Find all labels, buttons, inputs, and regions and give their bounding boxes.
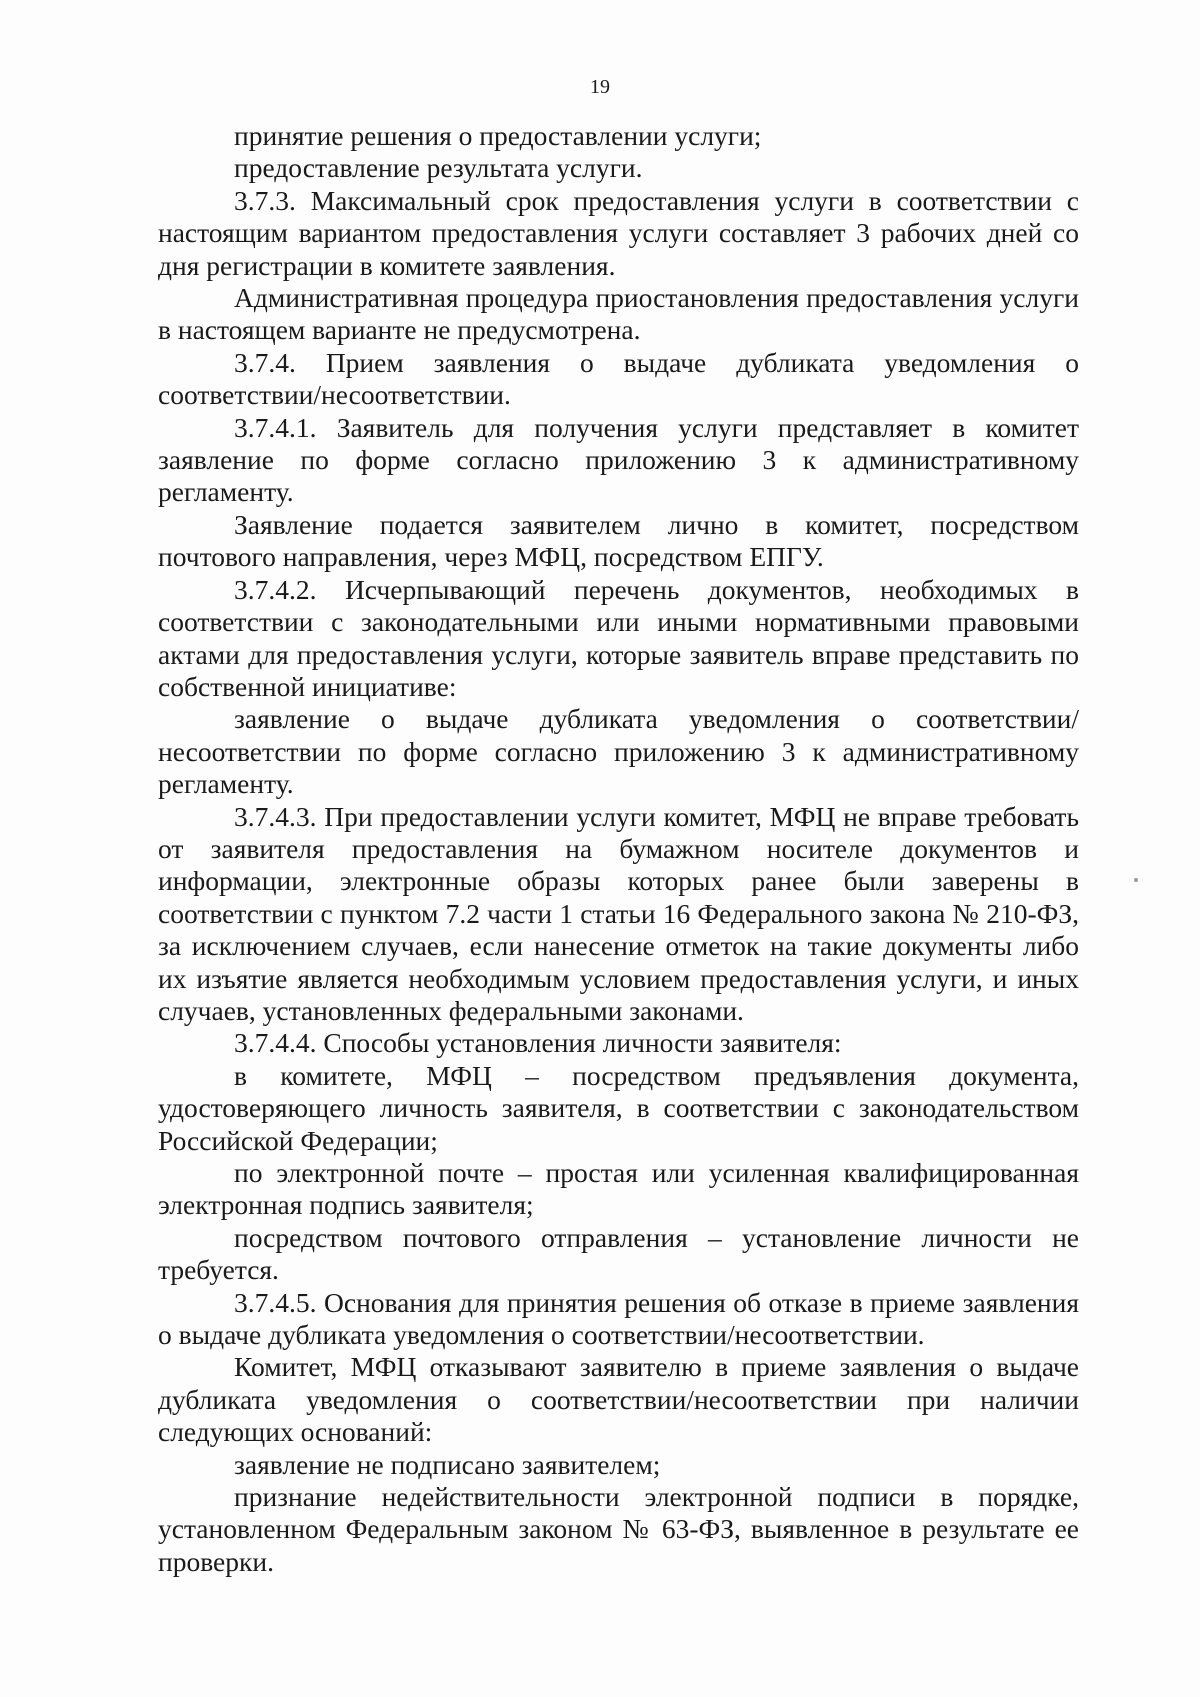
paragraph: 3.7.4.5. Основания для принятия решения об отказе в приеме заявления о выдаче дубликата уведомления о соответствии/несоответствии. xyxy=(158,1286,1079,1351)
paragraph: 3.7.4. Прием заявления о выдаче дубликата уведомления о соответствии/несоответствии. xyxy=(158,346,1079,411)
paragraph: по электронной почте – простая или усиленная квалифицированная электронная подпись заявителя; xyxy=(158,1157,1079,1221)
scan-speck xyxy=(1134,878,1138,882)
paragraph: 3.7.4.1. Заявитель для получения услуги представляет в комитет заявление по форме согласно приложению 3 к административному регламенту. xyxy=(158,411,1079,508)
paragraph: 3.7.4.4. Способы установления личности заявителя: xyxy=(234,1027,842,1059)
paragraph: Административная процедура приостановления предоставления услуги в настоящем варианте не предусмотрена. xyxy=(158,282,1079,346)
paragraph: в комитете, МФЦ – посредством предъявления документа, удостоверяющего личность заявителя, в соответствии с законодательством Российской Федерации; xyxy=(158,1059,1079,1156)
paragraph: признание недействительности электронной подписи в порядке, установленном Федеральным законом № 63-ФЗ, выявленное в результате ее проверки. xyxy=(158,1481,1079,1577)
paragraph: 3.7.3. Максимальный срок предоставления услуги в соответствии с настоящим вариантом предоставления услуги составляет 3 рабочих дней со дня регистрации в комитете заявления. xyxy=(158,184,1079,281)
document-body xyxy=(158,120,1079,1578)
paragraph: заявление о выдаче дубликата уведомления о соответствии/несоответствии по форме согласно приложению 3 к административному регламенту. xyxy=(158,703,1079,800)
paragraph: 3.7.4.3. При предоставлении услуги комитет, МФЦ не вправе требовать от заявителя предоставления на бумажном носителе документов и информации, электронные образы которых ранее были заверены в соответствии с пунктом 7.2 части 1 статьи 16 Федерального закона № 210-ФЗ, за исключением случаев, если нанесение отметок на такие документы либо их изъятие является необходимым условием предоставления услуги, и иных случаев, установленных федеральными законами. xyxy=(158,800,1079,1026)
paragraph: принятие решения о предоставлении услуги; xyxy=(234,120,762,151)
page-number: 19 xyxy=(590,76,610,98)
paragraph: посредством почтового отправления – установление личности не требуется. xyxy=(158,1221,1079,1286)
paragraph: Комитет, МФЦ отказывают заявителю в приеме заявления о выдаче дубликата уведомления о соответствии/несоответствии при наличии следующих оснований: xyxy=(158,1351,1079,1448)
paragraph: заявление не подписано заявителем; xyxy=(234,1448,661,1480)
paragraph: 3.7.4.2. Исчерпывающий перечень документов, необходимых в соответствии с законодательными или иными нормативными правовыми актами для предоставления услуги, которые заявитель вправе представить по собственной инициативе: xyxy=(158,573,1079,702)
paragraph: Заявление подается заявителем лично в комитет, посредством почтового направления, через МФЦ, посредством ЕПГУ. xyxy=(158,508,1079,573)
paragraph: предоставление результата услуги. xyxy=(234,152,643,184)
